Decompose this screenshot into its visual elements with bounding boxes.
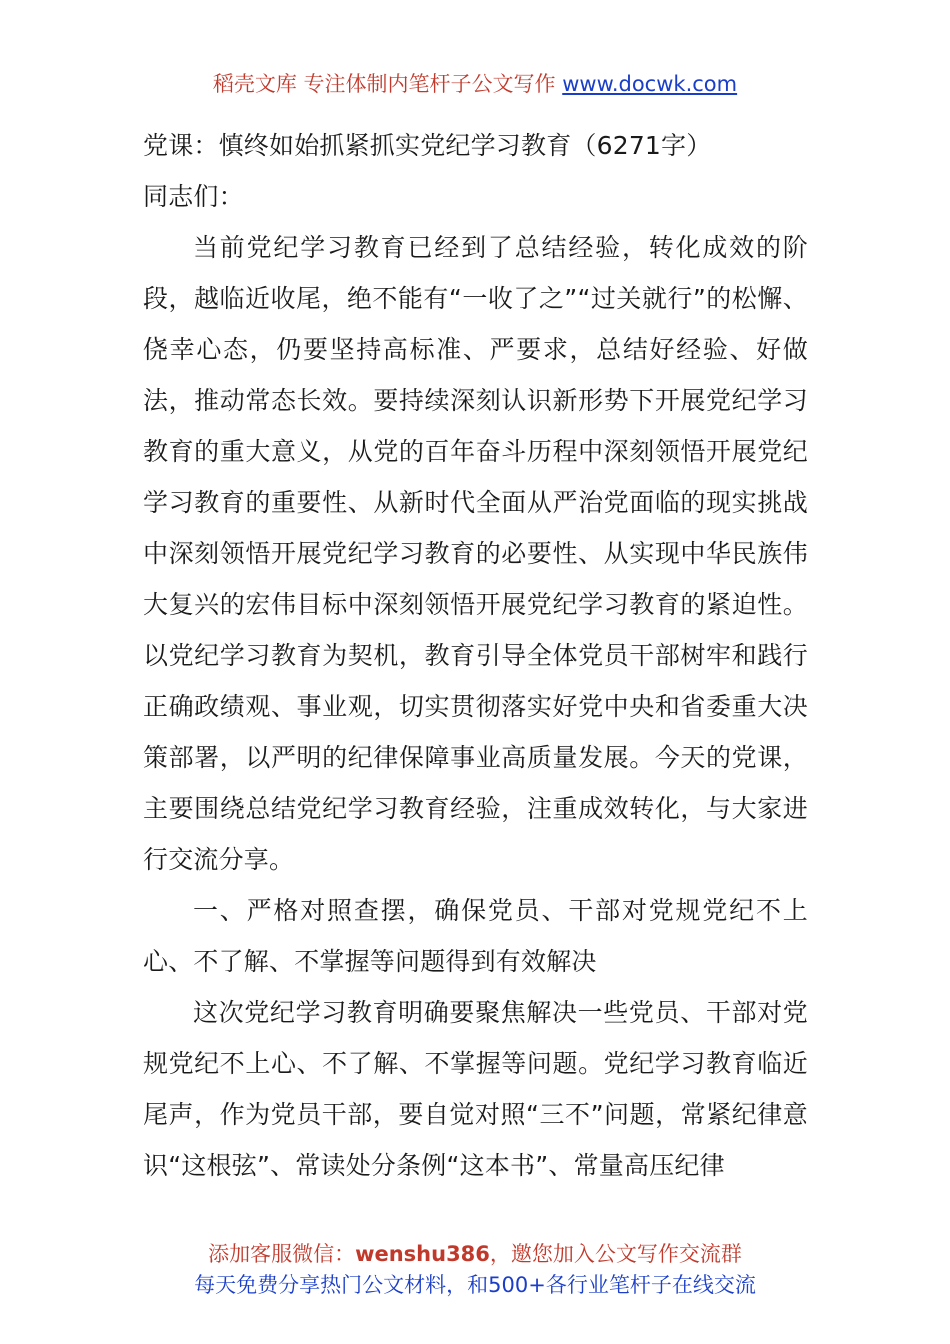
paragraph-intro: 当前党纪学习教育已经到了总结经验，转化成效的阶段，越临近收尾，绝不能有“一收了之”“过关就行”的松懈、侥幸心态，仍要坚持高标准、严要求，总结好经验、好做法，推动常态长效。要持续深刻认识新形势下开展党纪学习教育的重大意义，从党的百年奋斗历程中深刻领悟开展党纪学习教育的重要性、从新时代全面从严治党面临的现实挑战中深刻领悟开展党纪学习教育的必要性、从实现中华民族伟大复兴的宏伟目标中深刻领悟开展党纪学习教育的紧迫性。以党纪学习教育为契机，教育引导全体党员干部树牢和践行正确政绩观、事业观，切实贯彻落实好党中央和省委重大决策部署，以严明的纪律保障事业高质量发展。今天的党课，主要围绕总结党纪学习教育经验，注重成效转化，与大家进行交流分享。: [143, 233, 808, 874]
header-brand-text: 稻壳文库 专注体制内笔杆子公文写作: [212, 72, 563, 96]
footer-contact-line: [0, 1239, 950, 1270]
document-title: 党课：慎终如始抓紧抓实党纪学习教育（6271字）: [143, 131, 712, 160]
page-footer: [0, 1239, 950, 1301]
footer-contact-suffix: ，邀您加入公文写作交流群: [489, 1242, 742, 1266]
document-salutation: 同志们：: [143, 182, 244, 211]
document-body: [143, 120, 808, 1191]
header-website-link[interactable]: www.docwk.com: [562, 72, 738, 96]
footer-wechat-id: wenshu386: [355, 1242, 490, 1266]
footer-contact-prefix: 添加客服微信：: [208, 1242, 356, 1266]
page-header: [0, 70, 950, 98]
footer-promo-line: 每天免费分享热门公文材料，和500+各行业笔杆子在线交流: [194, 1273, 756, 1297]
section-heading-one: 一、严格对照查摆，确保党员、干部对党规党纪不上心、不了解、不掌握等问题得到有效解决: [143, 896, 808, 976]
paragraph-section-one: 这次党纪学习教育明确要聚焦解决一些党员、干部对党规党纪不上心、不了解、不掌握等问题。党纪学习教育临近尾声，作为党员干部，要自觉对照“三不”问题，常紧纪律意识“这根弦”、常读处分条例“这本书”、常量高压纪律: [143, 998, 808, 1180]
